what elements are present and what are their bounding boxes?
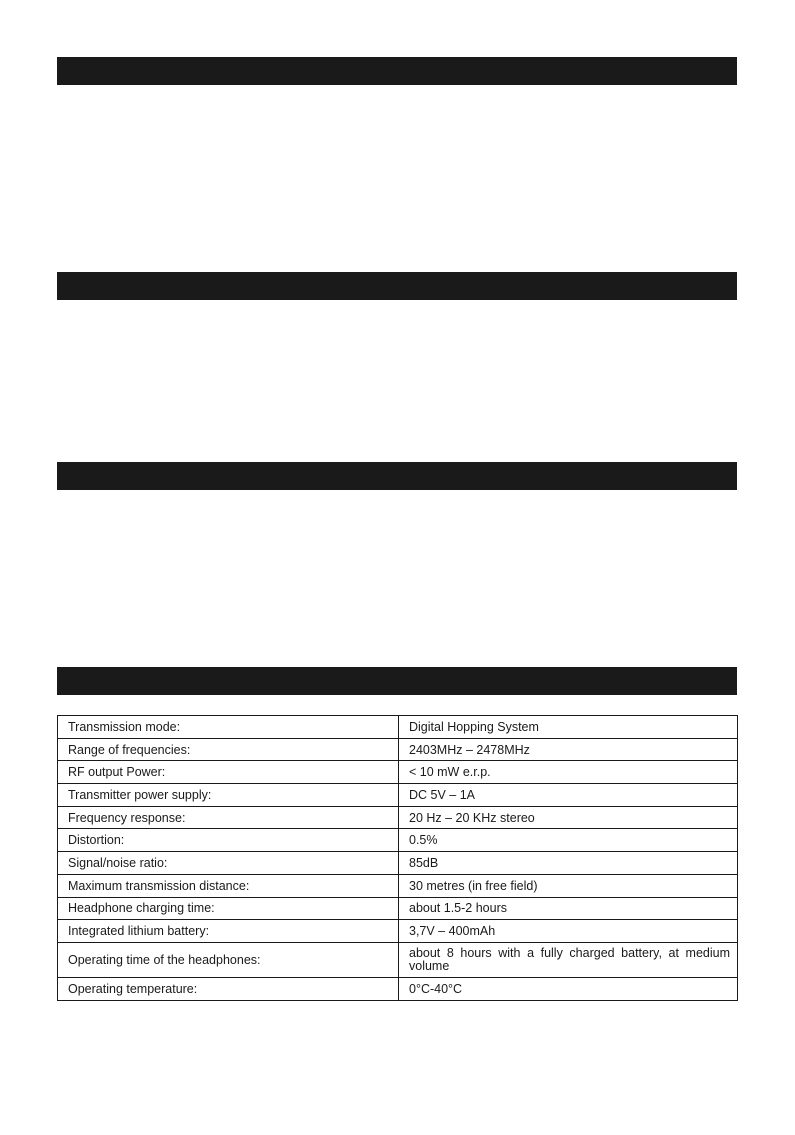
spec-label: Operating time of the headphones: <box>58 942 399 977</box>
section-header-bar-3 <box>57 462 737 490</box>
spec-label: Maximum transmission distance: <box>58 874 399 897</box>
spec-value: 0°C-40°C <box>399 977 738 1000</box>
section-header-bar-2 <box>57 272 737 300</box>
spec-value: 20 Hz – 20 KHz stereo <box>399 806 738 829</box>
spec-label: Transmission mode: <box>58 716 399 739</box>
spec-label: RF output Power: <box>58 761 399 784</box>
table-row <box>58 784 738 807</box>
spec-value: 2403MHz – 2478MHz <box>399 738 738 761</box>
table-row <box>58 897 738 920</box>
spec-value: 85dB <box>399 852 738 875</box>
spec-value: DC 5V – 1A <box>399 784 738 807</box>
section-header-bar-1 <box>57 57 737 85</box>
table-row <box>58 761 738 784</box>
spec-value: about 8 hours with a fully charged battery, at medium volume <box>399 942 738 977</box>
specifications-table <box>57 715 738 1001</box>
spec-value: 0.5% <box>399 829 738 852</box>
spec-label: Frequency response: <box>58 806 399 829</box>
spec-value: Digital Hopping System <box>399 716 738 739</box>
spec-label: Distortion: <box>58 829 399 852</box>
table-row <box>58 942 738 977</box>
table-row <box>58 716 738 739</box>
table-row <box>58 977 738 1000</box>
spec-value: 30 metres (in free field) <box>399 874 738 897</box>
spec-value: about 1.5-2 hours <box>399 897 738 920</box>
table-row <box>58 874 738 897</box>
spec-value: < 10 mW e.r.p. <box>399 761 738 784</box>
table-row <box>58 920 738 943</box>
spec-label: Transmitter power supply: <box>58 784 399 807</box>
spec-label: Range of frequencies: <box>58 738 399 761</box>
table-row <box>58 738 738 761</box>
spec-label: Operating temperature: <box>58 977 399 1000</box>
spec-label: Headphone charging time: <box>58 897 399 920</box>
table-row <box>58 806 738 829</box>
spec-value: 3,7V – 400mAh <box>399 920 738 943</box>
table-row <box>58 829 738 852</box>
spec-label: Signal/noise ratio: <box>58 852 399 875</box>
spec-label: Integrated lithium battery: <box>58 920 399 943</box>
section-header-bar-specifications <box>57 667 737 695</box>
table-row <box>58 852 738 875</box>
